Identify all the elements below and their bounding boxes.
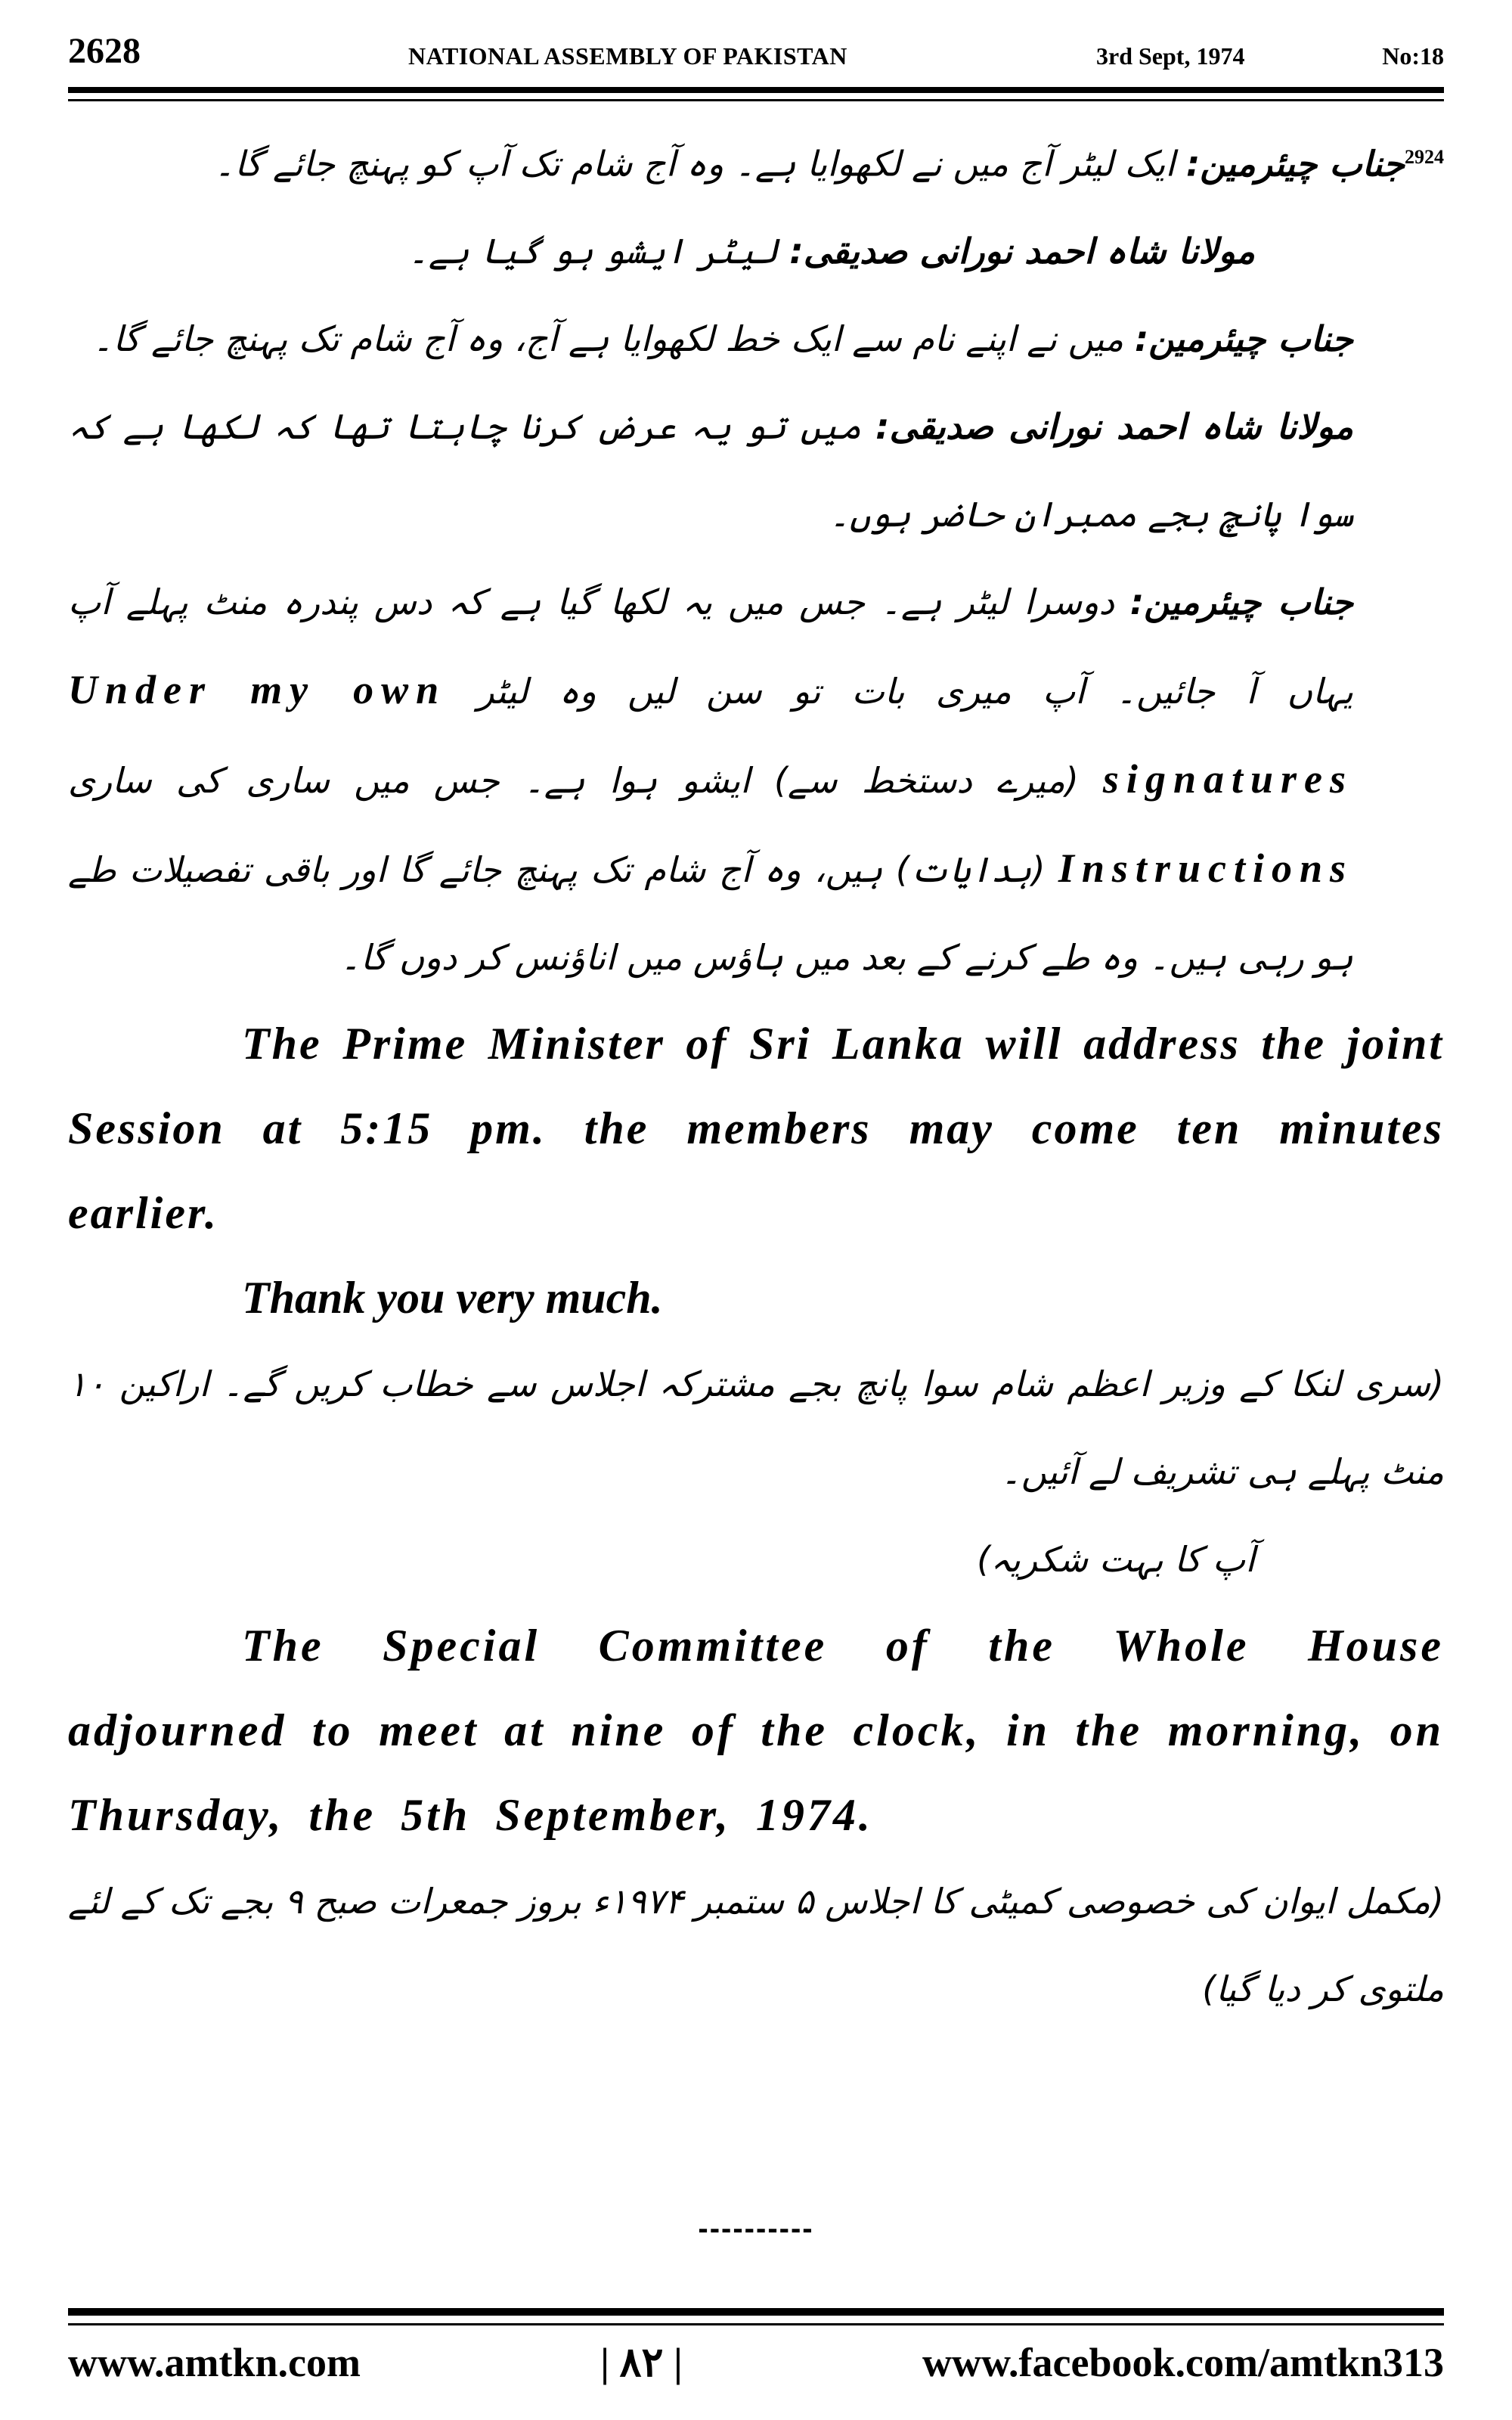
paragraph-text: دوسرا لیٹر ہے۔ جس میں یہ لکھا گیا ہے کہ دس پندرہ منٹ پہلے آپ یہاں آ جائیں۔ آپ میری بات تو سن لیں وہ لیٹر <box>68 582 1353 712</box>
header-rule-thick <box>68 87 1444 93</box>
page-header <box>68 30 1444 91</box>
paragraph-text: (میرے دستخط سے) ایشو ہوا ہے۔ جس میں ساری کی ساری <box>68 760 1079 802</box>
paragraph-noorani-2 <box>68 383 1444 558</box>
speaker-name: جناب چیئرمین: <box>1134 318 1353 360</box>
session-date: 3rd Sept, 1974 <box>1096 42 1245 70</box>
speaker-name: جناب چیئرمین: <box>1129 582 1353 623</box>
paragraph-text: میں تو یہ عرض کرنا چاہتا تھا کہ لکھا ہے کہ سوا پانچ بجے ممبران حاضر ہوں۔ <box>68 406 1353 535</box>
english-announcement: The Prime Minister of Sri Lanka will address the joint Session at 5:15 pm. the members may come ten minutes earlier. <box>68 1019 1444 1239</box>
speaker-name: جناب چیئرمین: <box>1185 143 1405 185</box>
footer-rule-thin <box>68 2323 1444 2325</box>
page-footer <box>68 2338 1444 2386</box>
page-header-area <box>68 30 1444 91</box>
footer-rule-thick <box>68 2308 1444 2316</box>
page-body <box>68 113 1444 2033</box>
speaker-name: مولانا شاہ احمد نورانی صدیقی: <box>789 231 1255 272</box>
paragraph-chairman-2 <box>68 295 1444 383</box>
page-number: 2628 <box>68 31 141 71</box>
paragraph-text: ایک لیٹر آج میں نے لکھوایا ہے۔ وہ آج شام تک آپ کو پہنچ جائے گا۔ <box>214 143 1176 185</box>
issue-number: No:18 <box>1382 42 1444 70</box>
footer-website-link[interactable]: www.amtkn.com <box>68 2339 361 2385</box>
english-phrase: Under my own signatures <box>68 667 1354 802</box>
paragraph-chairman-3 <box>68 558 1444 1001</box>
paragraph-text: لیٹر ایشو ہو گیا ہے۔ <box>407 231 779 272</box>
assembly-name: NATIONAL ASSEMBLY OF PAKISTAN <box>408 42 847 70</box>
reference-number: 2924 <box>1405 146 1444 168</box>
paragraph-chairman-1 <box>68 113 1444 207</box>
paragraph-text: (ہدایات) ہیں، وہ آج شام تک پہنچ جائے گا اور باقی تفصیلات طے ہو رہی ہیں۔ وہ طے کرنے کے بعد میں ہاؤس میں اناؤنس کر دوں گا۔ <box>68 849 1353 979</box>
speaker-name: مولانا شاہ احمد نورانی صدیقی: <box>875 406 1353 448</box>
end-separator: ---------- <box>698 2212 814 2245</box>
footer-facebook-link[interactable]: www.facebook.com/amtkn313 <box>922 2339 1444 2385</box>
footer-page-number: | ۸۲ | <box>600 2340 683 2385</box>
header-rule-thin <box>68 99 1444 101</box>
paragraph-text: میں نے اپنے نام سے ایک خط لکھوایا ہے آج، وہ آج شام تک پہنچ جائے گا۔ <box>92 318 1124 360</box>
english-thanks: Thank you very much. <box>242 1273 663 1323</box>
english-adjournment: The Special Committee of the Whole House adjourned to meet at nine of the clock, in the morning, on Thursday, the 5th September, 1974. <box>68 1621 1444 1841</box>
paragraph-noorani-1 <box>68 207 1444 295</box>
english-phrase: Instructions <box>1058 845 1353 892</box>
urdu-translation-adjournment: (مکمل ایوان کی خصوصی کمیٹی کا اجلاس ۵ ستمبر ۱۹۷۴ء بروز جمعرات صبح ۹ بجے تک کے لئے ملتوی کر دیا گیا) <box>68 1881 1444 2010</box>
urdu-translation-announcement: (سری لنکا کے وزیر اعظم شام سوا پانچ بجے مشترکہ اجلاس سے خطاب کریں گے۔ اراکین ۱۰ منٹ پہلے ہی تشریف لے آئیں۔ <box>68 1364 1444 1493</box>
urdu-translation-thanks: آپ کا بہت شکریہ) <box>977 1539 1255 1581</box>
